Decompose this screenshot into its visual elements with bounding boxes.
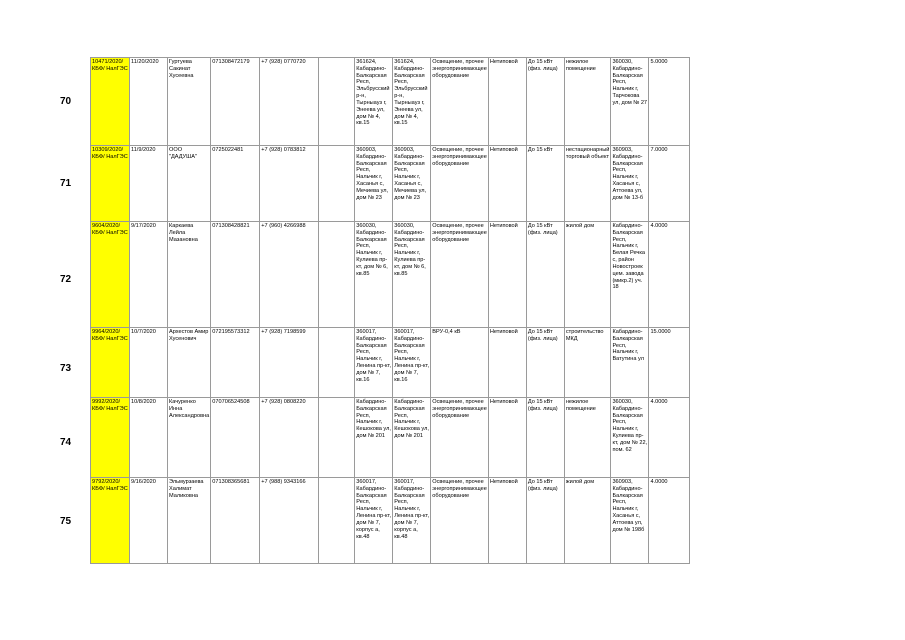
phone-cell: +7 (928) 0770720 — [260, 58, 319, 146]
empty-cell — [319, 58, 355, 146]
legal-address-cell: 360017, Кабардино-Балкарская Респ, Нальчик г, Ленина пр-кт, дом № 7, кв.16 — [355, 328, 393, 398]
power-kw-cell: 4.0000 — [649, 478, 690, 564]
date-cell: 10/8/2020 — [130, 398, 168, 478]
inn-cell: 071308365681 — [211, 478, 260, 564]
inn-cell: 072195573312 — [211, 328, 260, 398]
applicant-name-cell: Гуртуева Сакинат Хусеевна — [168, 58, 211, 146]
row-number-72: 72 — [60, 274, 72, 285]
purpose-cell: ВРУ-0,4 кВ — [431, 328, 489, 398]
empty-cell — [319, 222, 355, 328]
power-category-cell: До 15 кВт (физ. лица) — [526, 58, 564, 146]
object-type-cell: строительство МКД — [564, 328, 611, 398]
application-id-cell: 9792/2020/ КБФ/ НалГЭС — [91, 478, 130, 564]
power-kw-cell: 5.0000 — [649, 58, 690, 146]
phone-cell: +7 (928) 0783812 — [260, 146, 319, 222]
tariff-cell: Нетиповой — [488, 146, 526, 222]
tariff-cell: Нетиповой — [488, 398, 526, 478]
date-cell: 9/17/2020 — [130, 222, 168, 328]
object-type-cell: нестационарный торговый объект — [564, 146, 611, 222]
table-row — [91, 478, 690, 564]
object-address-cell: 360903, Кабардино-Балкарская Респ, Нальчик г, Хасанья с, Аттоева ул, дом № 198б — [611, 478, 649, 564]
applicant-name-cell: Качуренко Инна Александровна — [168, 398, 211, 478]
purpose-cell: Освещение, прочее энергопринимающее оборудование — [431, 146, 489, 222]
table-row — [91, 328, 690, 398]
object-address-cell: Кабардино-Балкарская Респ, Нальчик г, Ватутина ул — [611, 328, 649, 398]
table-row — [91, 58, 690, 146]
empty-cell — [319, 478, 355, 564]
date-cell: 9/16/2020 — [130, 478, 168, 564]
empty-cell — [319, 328, 355, 398]
inn-cell: 071308428821 — [211, 222, 260, 328]
postal-address-cell: 360030, Кабардино-Балкарская Респ, Нальчик г, Кулиева пр-кт, дом № 6, кв.85 — [393, 222, 431, 328]
object-address-cell: 360903, Кабардино-Балкарская Респ, Нальчик г, Хасанья с, Аттоева ул, дом № 13-б — [611, 146, 649, 222]
applications-table — [90, 57, 690, 564]
applicant-name-cell: Эльмурзаева Халимат Маликовна — [168, 478, 211, 564]
row-number-70: 70 — [60, 96, 72, 107]
date-cell: 11/20/2020 — [130, 58, 168, 146]
object-type-cell: нежилое помещение — [564, 58, 611, 146]
phone-cell: +7 (928) 7198599 — [260, 328, 319, 398]
postal-address-cell: 360017, Кабардино-Балкарская Респ, Нальчик г, Ленина пр-кт, дом № 7, кв.16 — [393, 328, 431, 398]
object-address-cell: 360030, Кабардино-Балкарская Респ, Нальчик г, Кулиева пр-кт, дом № 22, пом. 62 — [611, 398, 649, 478]
phone-cell: +7 (988) 9343166 — [260, 478, 319, 564]
power-kw-cell: 4.0000 — [649, 222, 690, 328]
phone-cell: +7 (960) 4266988 — [260, 222, 319, 328]
object-type-cell: жилой дом — [564, 478, 611, 564]
object-address-cell: 360030, Кабардино-Балкарская Респ, Нальчик г, Тарчокова ул, дом № 27 — [611, 58, 649, 146]
legal-address-cell: 361624, Кабардино-Балкарская Респ, Эльбрусский р-н, Тырныауз г, Энеева ул, дом № 4, кв.15 — [355, 58, 393, 146]
date-cell: 11/9/2020 — [130, 146, 168, 222]
power-kw-cell: 15.0000 — [649, 328, 690, 398]
application-id-cell: 9964/2020/ КБФ/ НалГЭС — [91, 328, 130, 398]
object-type-cell: жилой дом — [564, 222, 611, 328]
postal-address-cell: 360903, Кабардино-Балкарская Респ, Нальчик г, Хасанья с, Мечиева ул, дом № 23 — [393, 146, 431, 222]
tariff-cell: Нетиповой — [488, 58, 526, 146]
row-number-75: 75 — [60, 516, 72, 527]
tariff-cell: Нетиповой — [488, 478, 526, 564]
phone-cell: +7 (928) 0808220 — [260, 398, 319, 478]
purpose-cell: Освещение, прочее энергопринимающее оборудование — [431, 222, 489, 328]
purpose-cell: Освещение, прочее энергопринимающее оборудование — [431, 398, 489, 478]
power-category-cell: До 15 кВт (физ. лица) — [526, 478, 564, 564]
empty-cell — [319, 398, 355, 478]
power-category-cell: До 15 кВт (физ. лица) — [526, 398, 564, 478]
inn-cell: 071308472179 — [211, 58, 260, 146]
applicant-name-cell: ООО "ДАДУША" — [168, 146, 211, 222]
date-cell: 10/7/2020 — [130, 328, 168, 398]
row-number-71: 71 — [60, 178, 72, 189]
application-id-cell: 9604/2020/ КБФ/ НалГЭС — [91, 222, 130, 328]
applicant-name-cell: Архестов Амир Хусенович — [168, 328, 211, 398]
postal-address-cell: 360017, Кабардино-Балкарская Респ, Нальчик г, Ленина пр-кт, дом № 7, корпус а, кв.48 — [393, 478, 431, 564]
inn-cell: 070706524508 — [211, 398, 260, 478]
postal-address-cell: Кабардино-Балкарская Респ, Нальчик г, Кешокова ул, дом № 201 — [393, 398, 431, 478]
row-number-73: 73 — [60, 363, 72, 374]
application-id-cell: 10471/2020/ КБФ/ НалГЭС — [91, 58, 130, 146]
purpose-cell: Освещение, прочее энергопринимающее оборудование — [431, 58, 489, 146]
legal-address-cell: 360030, Кабардино-Балкарская Респ, Нальчик г, Кулиева пр-кт, дом № 6, кв.85 — [355, 222, 393, 328]
table-row — [91, 146, 690, 222]
application-id-cell: 9992/2020/ КБФ/ НалГЭС — [91, 398, 130, 478]
tariff-cell: Нетиповой — [488, 328, 526, 398]
power-category-cell: До 15 кВт (физ. лица) — [526, 328, 564, 398]
object-type-cell: нежилое помещение — [564, 398, 611, 478]
applicant-name-cell: Каркаева Лейла Мазановна — [168, 222, 211, 328]
empty-cell — [319, 146, 355, 222]
object-address-cell: Кабардино-Балкарская Респ, Нальчик г, Белая Речка с, район Новостроек цем. завода (микр.2) уч. 18 — [611, 222, 649, 328]
power-kw-cell: 4.0000 — [649, 398, 690, 478]
postal-address-cell: 361624, Кабардино-Балкарская Респ, Эльбрусский р-н, Тырныауз г, Энеева ул, дом № 4, кв.15 — [393, 58, 431, 146]
power-category-cell: До 15 кВт (физ. лица) — [526, 222, 564, 328]
purpose-cell: Освещение, прочее энергопринимающее оборудование — [431, 478, 489, 564]
application-id-cell: 10309/2020/ КБФ/ НалГЭС — [91, 146, 130, 222]
power-kw-cell: 7.0000 — [649, 146, 690, 222]
row-number-74: 74 — [60, 437, 72, 448]
legal-address-cell: 360903, Кабардино-Балкарская Респ, Нальчик г, Хасанья с, Мечиева ул, дом № 23 — [355, 146, 393, 222]
table-row — [91, 398, 690, 478]
legal-address-cell: Кабардино-Балкарская Респ, Нальчик г, Кешокова ул, дом № 201 — [355, 398, 393, 478]
power-category-cell: До 15 кВт — [526, 146, 564, 222]
inn-cell: 0725022481 — [211, 146, 260, 222]
tariff-cell: Нетиповой — [488, 222, 526, 328]
legal-address-cell: 360017, Кабардино-Балкарская Респ, Нальчик г, Ленина пр-кт, дом № 7, корпус а, кв.48 — [355, 478, 393, 564]
table-row — [91, 222, 690, 328]
